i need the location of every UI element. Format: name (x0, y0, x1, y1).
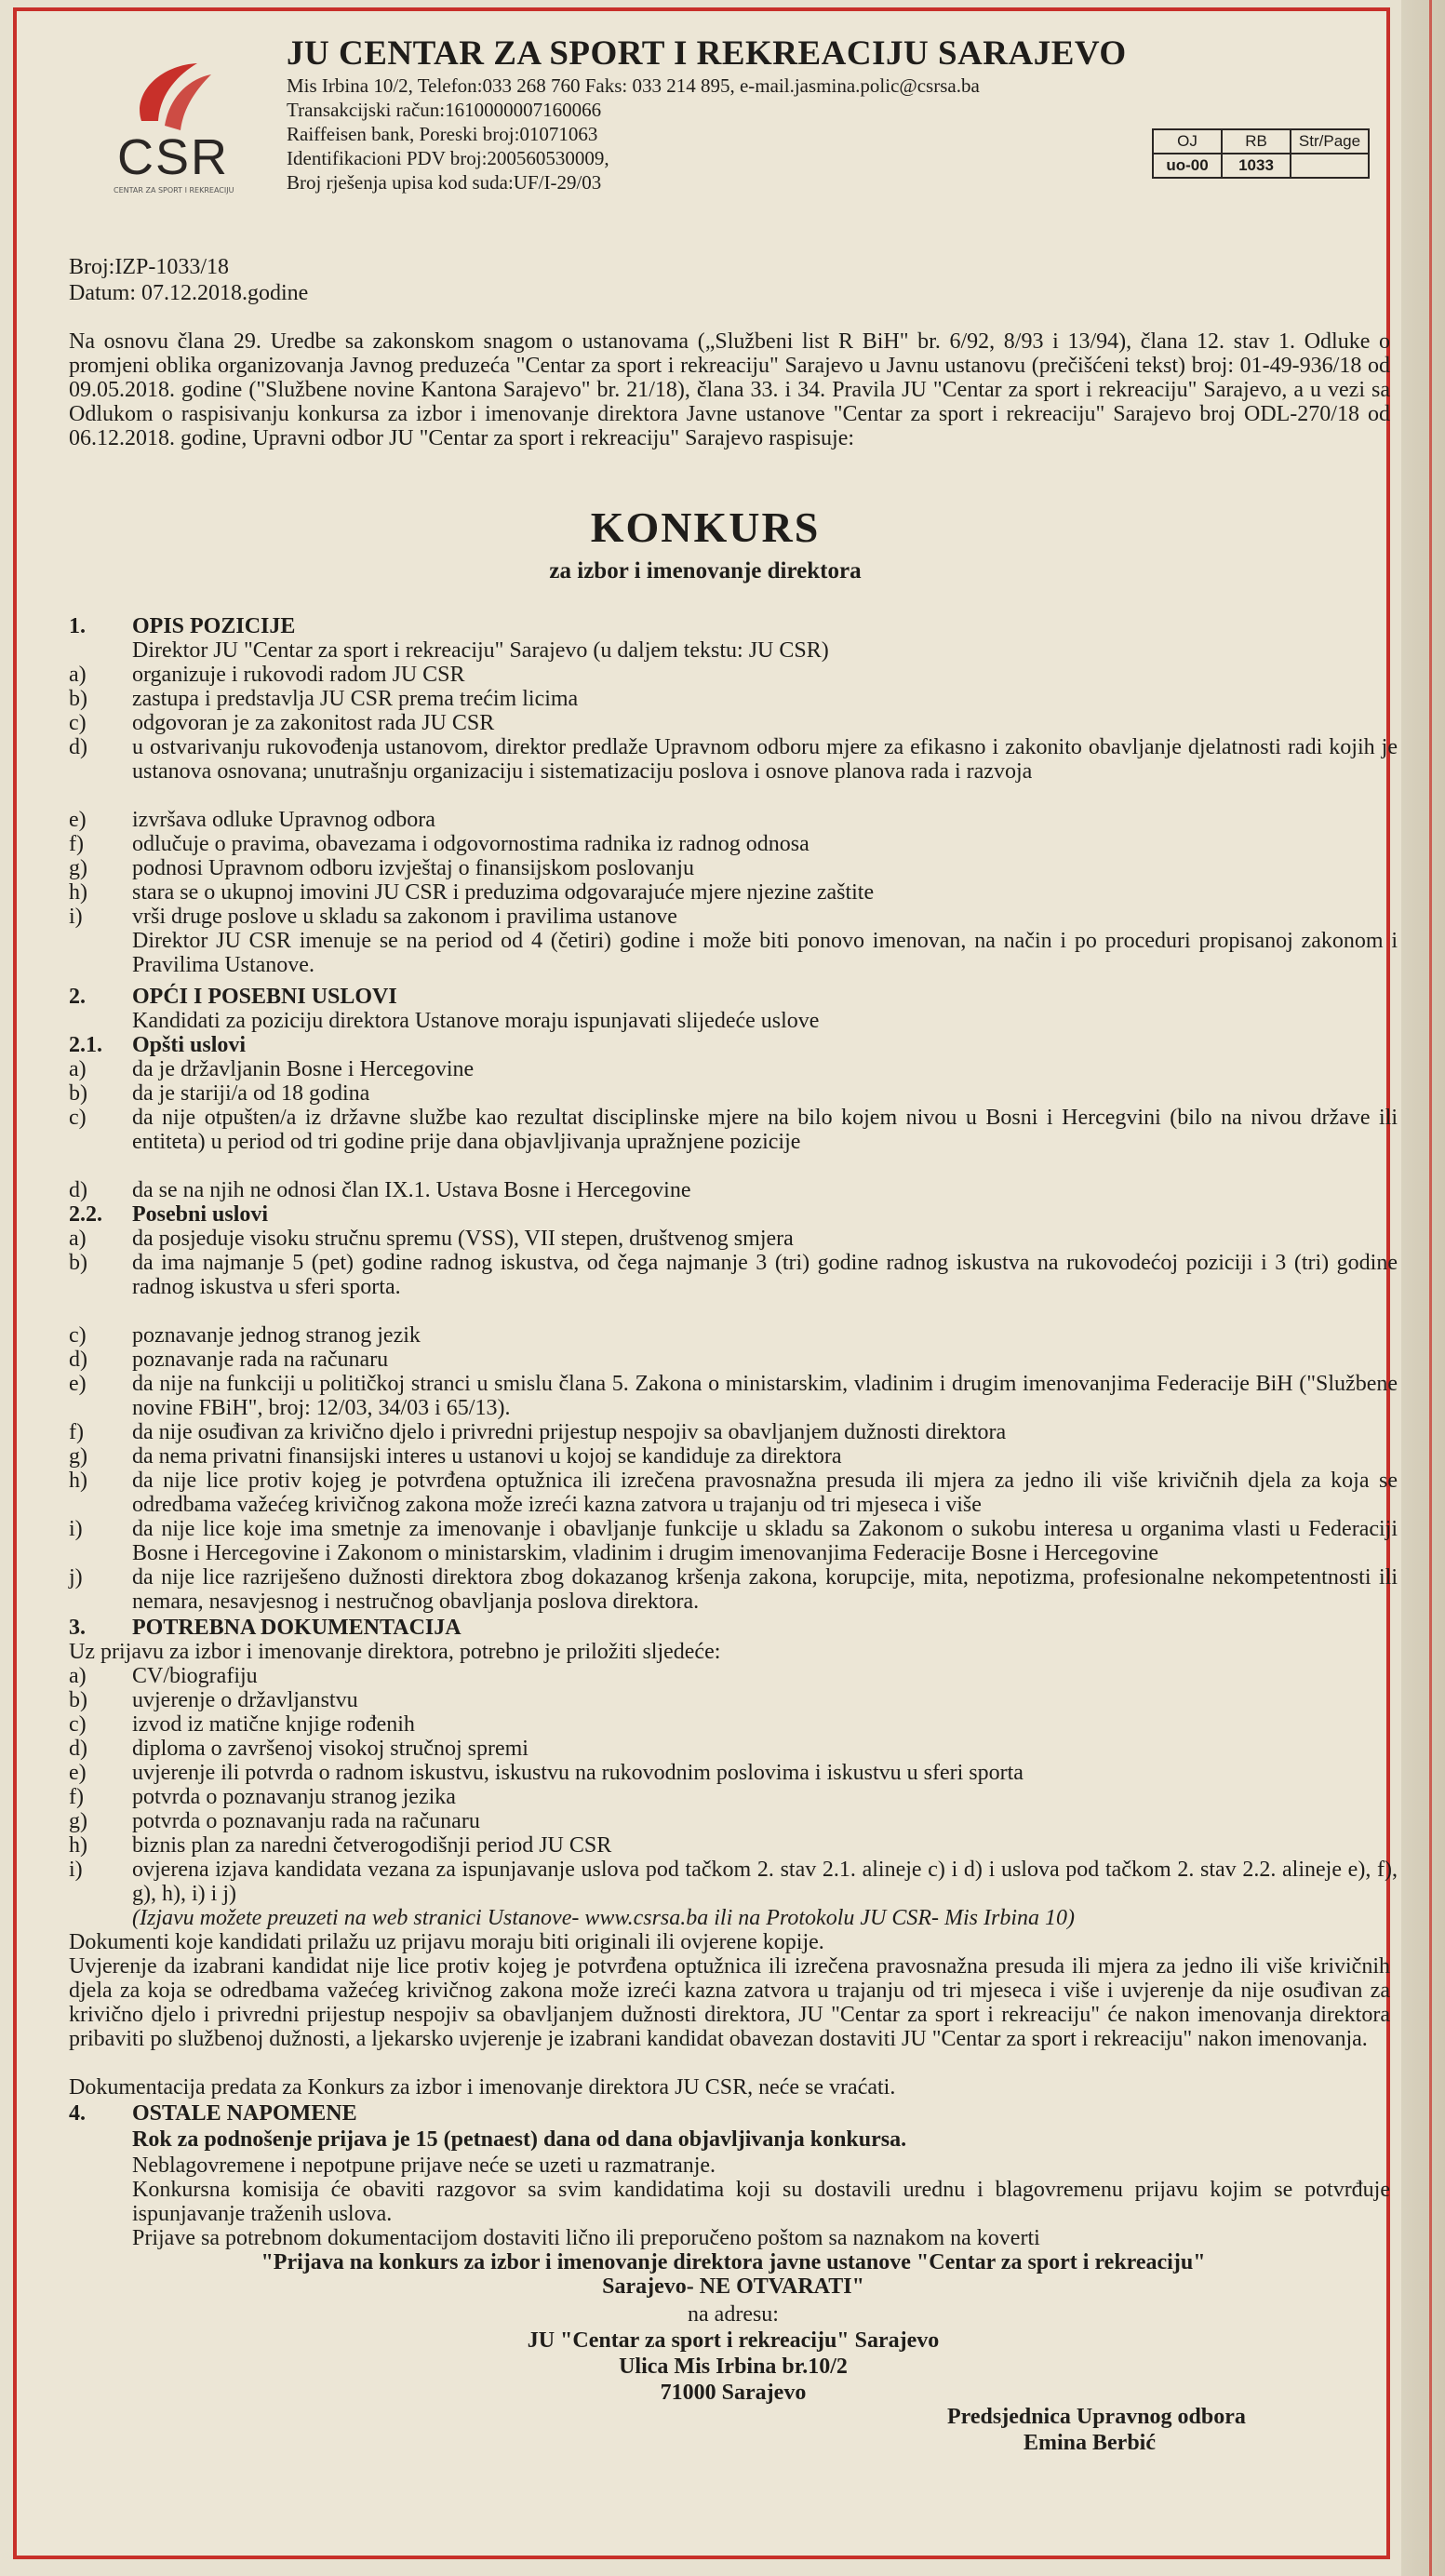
list-item: u ostvarivanju rukovođenja ustanovom, direktor predlaže Upravnom odboru mjere za efikasno i zakonito obavljanje djelatnosti radi kojih je ustanova osnovana; unutrašnju organizaciju i sistematizaciju poslova i osnove planova rada i razvoja (132, 735, 1398, 784)
section-2-1-number: 2.1. (69, 1033, 102, 1057)
logo-text: CSR (117, 129, 230, 185)
section-2-title: OPĆI I POSEBNI USLOVI (132, 985, 397, 1009)
csr-logo (106, 56, 234, 209)
list-item: zastupa i predstavlja JU CSR prema trećim licima (132, 687, 579, 711)
section-4-number: 4. (69, 2101, 86, 2126)
list-marker: d) (69, 1737, 87, 1761)
download-note: (Izjavu možete preuzeti na web stranici Ustanove- www.csrsa.ba ili na Protokolu JU CSR- Mis Irbina 10) (132, 1906, 1076, 1930)
page-edge (1401, 0, 1445, 2576)
list-marker: b) (69, 1081, 87, 1106)
section-3-number: 3. (69, 1616, 86, 1640)
list-marker: b) (69, 1251, 87, 1275)
page-subtitle: za izbor i imenovanje direktora (549, 558, 862, 584)
deadline-notice: Rok za podnošenje prijava je 15 (petnaest) dana od dana objavljivanja konkursa. (132, 2127, 907, 2152)
envelope-line-2: Sarajevo- NE OTVARATI" (602, 2274, 864, 2299)
address-line-2: Ulica Mis Irbina br.10/2 (619, 2355, 848, 2379)
list-marker: e) (69, 808, 87, 832)
section-3-paragraph-3: Dokumentacija predata za Konkurs za izbor i imenovanje direktora JU CSR, neće se vraćati. (69, 2075, 896, 2100)
list-marker: g) (69, 856, 87, 880)
list-item: da se na njih ne odnosi član IX.1. Ustava Bosne i Hercegovine (132, 1178, 691, 1202)
neighbor-border (1429, 0, 1432, 2576)
registry-value-oj: uo-00 (1153, 154, 1222, 178)
section-1-title: OPIS POZICIJE (132, 614, 296, 638)
preamble: Na osnovu člana 29. Uredbe sa zakonskom snagom o ustanovama („Službeni list R BiH" br. 6/92, 8/93 i 13/94), člana 12. stav 1. Odluke o promjeni oblika organizovanja Javnog preduzeća "Centar za sport i rekreaciju" Sarajevo u Javnu ustanovu (prečišćeni tekst) broj: 01-49-936/18 od 09.05.2018. godine ("Službene novine Kantona Sarajevo" br. 21/18), člana 33. i 34. Pravila JU "Centar za sport i rekreaciju" Sarajevo, a u vezi sa Odlukom o raspisivanju konkursa za izbor i imenovanje direktora Javne ustanove "Centar za sport i rekreaciju" Sarajevo broj ODL-270/18 od 06.12.2018. godine, Upravni odbor JU "Centar za sport i rekreaciju" Sarajevo raspisuje: (69, 329, 1390, 450)
list-item: biznis plan za naredni četverogodišnji period JU CSR (132, 1833, 612, 1858)
registry-header-rb: RB (1222, 129, 1291, 154)
list-item: poznavanje rada na računaru (132, 1348, 389, 1372)
signature-name: Emina Berbić (1024, 2431, 1156, 2455)
registry-header-page: Str/Page (1291, 129, 1369, 154)
registry-header-oj: OJ (1153, 129, 1222, 154)
registry-value-page (1291, 154, 1369, 178)
address-line-1: JU "Centar za sport i rekreaciju" Sarajevo (527, 2328, 940, 2353)
list-marker: i) (69, 1858, 83, 1882)
list-item: uvjerenje ili potvrda o radnom iskustvu, iskustvu na rukovodnim poslovima i iskustvu u sferi sporta (132, 1761, 1024, 1785)
list-item: diploma o završenoj visokoj stručnoj spremi (132, 1737, 528, 1761)
list-item: poznavanje jednog stranog jezik (132, 1323, 421, 1348)
list-item: odgovoran je za zakonitost rada JU CSR (132, 711, 495, 735)
list-item: stara se o ukupnoj imovini JU CSR i preduzima odgovarajuće mjere njezine zaštite (132, 880, 875, 905)
section-3-title: POTREBNA DOKUMENTACIJA (132, 1616, 462, 1640)
section-3-paragraph-1: Dokumenti koje kandidati prilažu uz prijavu moraju biti originali ili ovjerene kopije. (69, 1930, 824, 1954)
section-4-title: OSTALE NAPOMENE (132, 2101, 357, 2126)
section-1-closing: Direktor JU CSR imenuje se na period od 4 (četiri) godine i može biti ponovo imenovan, na način i po proceduri propisanoj zakonom i Pravilima Ustanove. (132, 929, 1398, 977)
registry-value-rb: 1033 (1222, 154, 1291, 178)
list-item: organizuje i rukovodi radom JU CSR (132, 663, 465, 687)
list-marker: j) (69, 1565, 83, 1590)
list-item: da ima najmanje 5 (pet) godine radnog iskustva, od čega najmanje 3 (tri) godine radnog iskustva na rukovodećoj poziciji i 3 (tri) godine radnog iskustva u sferi sporta. (132, 1251, 1398, 1299)
list-item: da nije otpušten/a iz državne službe kao rezultat disciplinske mjere na bilo kojem nivou u Bosni i Hercegvini (bilo na nivou države ili entiteta) u period od tri godine prije dana objavljivanja upražnjene pozicije (132, 1106, 1398, 1154)
list-item: uvjerenje o državljanstvu (132, 1688, 358, 1712)
envelope-line-1: "Prijava na konkurs za izbor i imenovanje direktora javne ustanove "Centar za sport i rekreaciju" (261, 2250, 1206, 2274)
header-address: Mis Irbina 10/2, Telefon:033 268 760 Faks: 033 214 895, e-mail.jasmina.polic@csrsa.ba (287, 74, 980, 97)
list-marker: f) (69, 1420, 84, 1444)
section-4-paragraph-1: Neblagovremene i nepotpune prijave neće se uzeti u razmatranje. (132, 2153, 716, 2178)
section-4-paragraph-3: Prijave sa potrebnom dokumentacijom dostaviti lično ili preporučeno poštom sa naznakom na koverti (132, 2226, 1040, 2250)
list-item: da nije na funkciji u političkoj stranci u smislu člana 5. Zakona o ministarskim, vladinim i drugim imenovanjima Federacije BiH ("Službene novine FBiH", broj: 12/03, 34/03 i 65/13). (132, 1372, 1398, 1420)
list-item: izvod iz matične knjige rođenih (132, 1712, 415, 1737)
section-1-intro: Direktor JU "Centar za sport i rekreaciju" Sarajevo (u daljem tekstu: JU CSR) (132, 638, 829, 663)
list-marker: c) (69, 1106, 87, 1130)
list-item: da posjeduje visoku stručnu spremu (VSS), VII stepen, društvenog smjera (132, 1227, 794, 1251)
list-marker: e) (69, 1761, 87, 1785)
header-court: Broj rješenja upisa kod suda:UF/I-29/03 (287, 171, 602, 194)
document-date: Datum: 07.12.2018.godine (69, 281, 309, 305)
section-2-intro: Kandidati za poziciju direktora Ustanove moraju ispunjavati slijedeće uslove (132, 1009, 820, 1033)
list-marker: g) (69, 1444, 87, 1469)
list-marker: c) (69, 1323, 87, 1348)
list-item: da je stariji/a od 18 godina (132, 1081, 370, 1106)
address-line-3: 71000 Sarajevo (660, 2381, 807, 2405)
document-number: Broj:IZP-1033/18 (69, 255, 229, 279)
list-item: potvrda o poznavanju rada na računaru (132, 1809, 480, 1833)
list-item: da je državljanin Bosne i Hercegovine (132, 1057, 475, 1081)
section-4-paragraph-2: Konkursna komisija će obaviti razgovor sa svim kandidatima koji su dostavili urednu i blagovremenu prijavu kojim se potvrđuje ispunjavanje traženih uslova. (132, 2178, 1390, 2226)
logo-subtitle: CENTAR ZA SPORT I REKREACIJU (114, 186, 234, 195)
section-3-paragraph-2: Uvjerenje da izabrani kandidat nije lice protiv kojeg je potvrđena optužnica ili izrečena pravosnažna presuda ili mjera za jedno ili više krivičnih djela za koja se odredbama važećeg krivičnog zakona može izreći kazna zatvora u trajanju od tri mjeseca i više i uvjerenje da nije osuđivan za krivično djelo i privredni prijestup nespojiv sa obavljanjem dužnosti direktora, JU "Centar za sport i rekreaciju" će nakon imenovanja direktora pribaviti po službenoj dužnosti, a ljekarsko uvjerenje je izabrani kandidat obavezan dostaviti JU "Centar za sport i rekreaciju" nakon imenovanja. (69, 1954, 1390, 2051)
section-2-2-title: Posebni uslovi (132, 1202, 269, 1227)
list-item: da nije lice razriješeno dužnosti direktora zbog dokazanog kršenja zakona, korupcije, mita, nepotizma, profesionalne nekompetentnosti ili nemara, nesavjesnog i nestručnog obavljanja poslova direktora. (132, 1565, 1398, 1614)
organization-title: JU CENTAR ZA SPORT I REKREACIJU SARAJEVO (287, 34, 1127, 73)
list-marker: i) (69, 1517, 83, 1541)
header-vat: Identifikacioni PDV broj:200560530009, (287, 147, 609, 169)
list-marker: d) (69, 1348, 87, 1372)
section-1-number: 1. (69, 614, 86, 638)
section-2-1-title: Opšti uslovi (132, 1033, 247, 1057)
address-label: na adresu: (688, 2302, 779, 2327)
logo-swoosh-icon (123, 56, 216, 140)
section-2-number: 2. (69, 985, 86, 1009)
list-item: ovjerena izjava kandidata vezana za ispunjavanje uslova pod tačkom 2. stav 2.1. alineje c) i d) i uslova pod tačkom 2. stav 2.2. alineje e), f), g), h), i) i j) (132, 1858, 1398, 1906)
document-frame (13, 7, 1398, 2559)
list-marker: f) (69, 832, 84, 856)
list-marker: c) (69, 1712, 87, 1737)
list-item: CV/biografiju (132, 1664, 258, 1688)
list-item: potvrda o poznavanju stranog jezika (132, 1785, 456, 1809)
list-marker: a) (69, 1227, 87, 1251)
list-marker: b) (69, 1688, 87, 1712)
list-marker: i) (69, 905, 83, 929)
header-account: Transakcijski račun:1610000007160066 (287, 99, 602, 121)
list-marker: a) (69, 1664, 87, 1688)
section-3-intro: Uz prijavu za izbor i imenovanje direktora, potrebno je priložiti sljedeće: (69, 1640, 721, 1664)
list-item: podnosi Upravnom odboru izvještaj o finansijskom poslovanju (132, 856, 694, 880)
list-item: izvršava odluke Upravnog odbora (132, 808, 435, 832)
list-marker: a) (69, 663, 87, 687)
header-bank: Raiffeisen bank, Poreski broj:01071063 (287, 123, 598, 145)
list-marker: h) (69, 1833, 87, 1858)
list-item: vrši druge poslove u skladu sa zakonom i pravilima ustanove (132, 905, 677, 929)
list-item: da nema privatni finansijski interes u ustanovi u kojoj se kandiduje za direktora (132, 1444, 842, 1469)
list-item: odlučuje o pravima, obavezama i odgovornostima radnika iz radnog odnosa (132, 832, 809, 856)
page-title: KONKURS (590, 503, 821, 551)
list-marker: d) (69, 735, 87, 759)
list-marker: d) (69, 1178, 87, 1202)
list-item: da nije osuđivan za krivično djelo i privredni prijestup nespojiv sa obavljanjem dužnosti direktora (132, 1420, 1007, 1444)
list-marker: e) (69, 1372, 87, 1396)
section-2-2-number: 2.2. (69, 1202, 102, 1227)
list-marker: c) (69, 711, 87, 735)
registry-stamp (1152, 128, 1370, 179)
list-item: da nije lice koje ima smetnje za imenovanje i obavljanje funkcije u skladu sa Zakonom o sukobu interesa u organima vlasti u Federaciji Bosne i Hercegovine i Zakonom o ministarskim, vladinim i drugim imenovanjima Federacije Bosne i Hercegovine (132, 1517, 1398, 1565)
list-marker: h) (69, 1469, 87, 1493)
list-marker: f) (69, 1785, 84, 1809)
list-marker: g) (69, 1809, 87, 1833)
list-marker: a) (69, 1057, 87, 1081)
list-marker: h) (69, 880, 87, 905)
list-marker: b) (69, 687, 87, 711)
list-item: da nije lice protiv kojeg je potvrđena optužnica ili izrečena pravosnažna presuda ili mjera za jedno ili više krivičnih djela za koja se odredbama važećeg krivičnog zakona može izreći kazna zatvora u trajanju od tri mjeseca i više (132, 1469, 1398, 1517)
signature-role: Predsjednica Upravnog odbora (947, 2405, 1246, 2429)
